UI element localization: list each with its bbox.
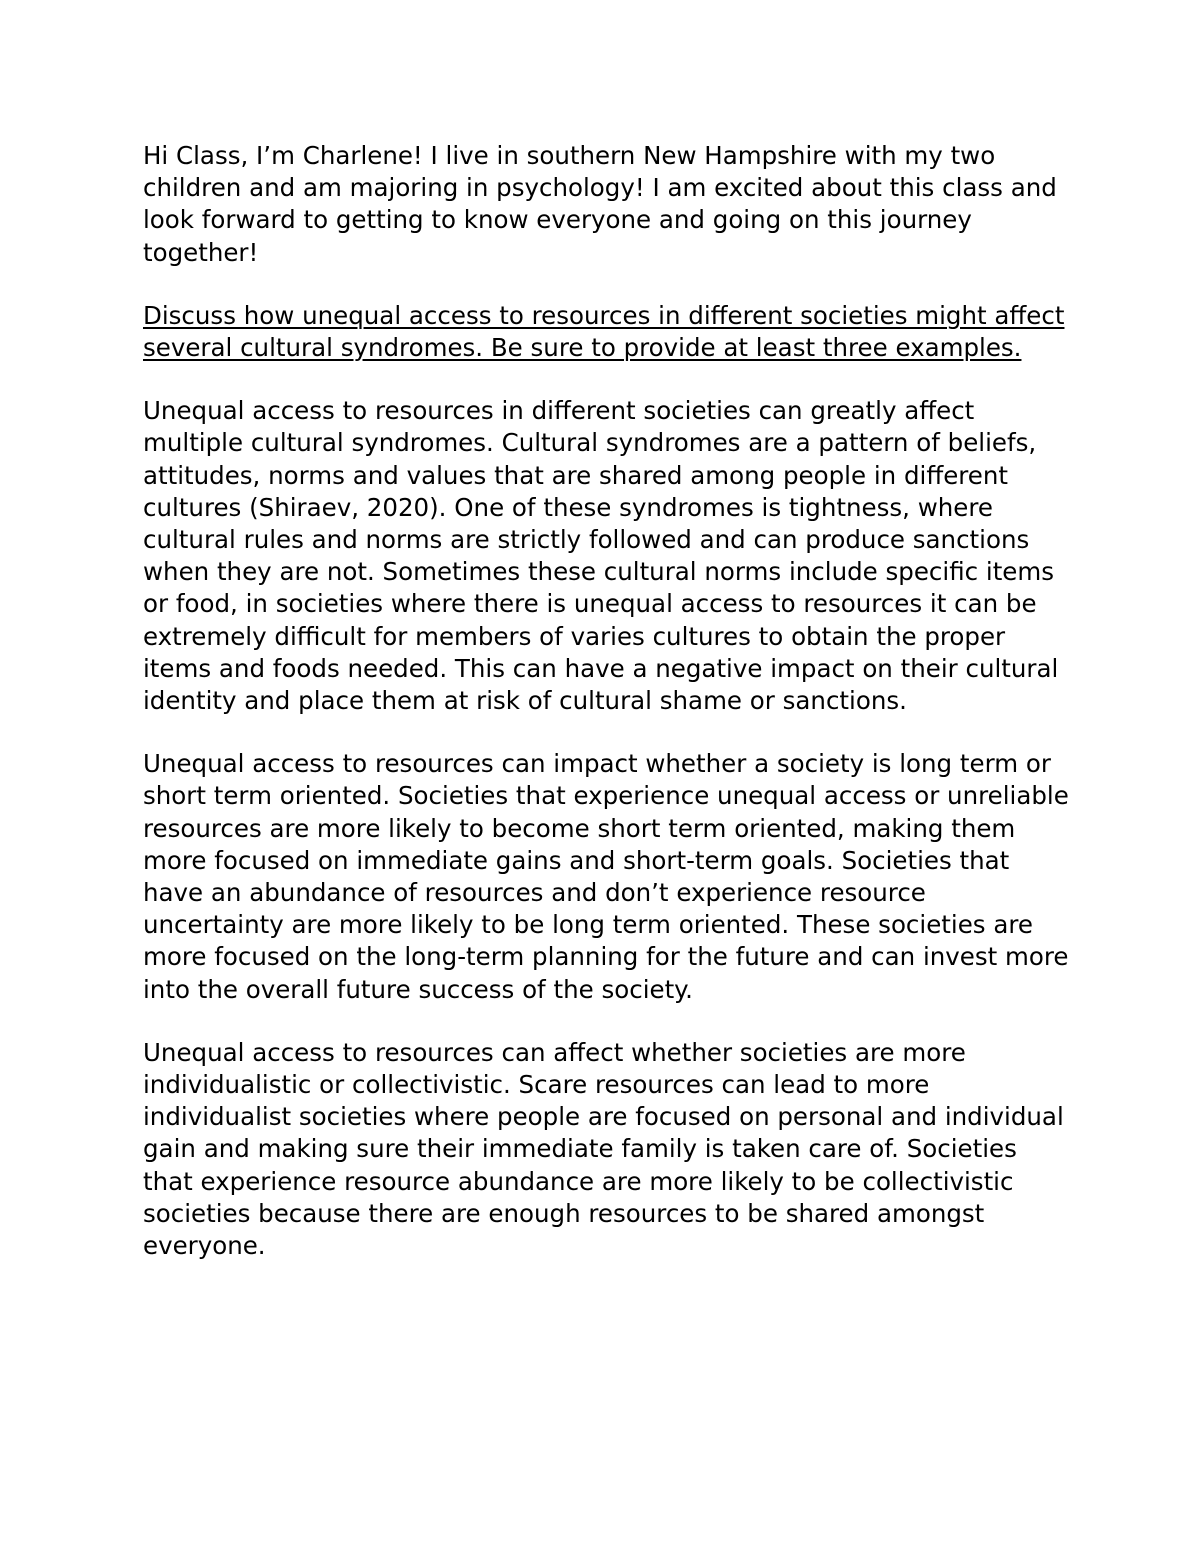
intro-paragraph: Hi Class, I’m Charlene! I live in southern New Hampshire with my two children and am majoring in psychology! I am excited about this class and look forward to getting to know everyone and going on this journey together!: [143, 141, 1057, 267]
body-paragraph-tightness: Unequal access to resources in different societies can greatly affect multiple cultural syndromes. Cultural syndromes are a pattern of beliefs, attitudes, norms and values that are shared among people in different cultures (Shiraev, 2020). One of these syndromes is tightness, where cultural rules and norms are strictly followed and can produce sanctions when they are not. Sometimes these cultural norms include specific items or food, in societies where there is unequal access to resources it can be extremely difficult for members of varies cultures to obtain the proper items and foods needed. This can have a negative impact on their cultural identity and place them at risk of cultural shame or sanctions.: [143, 396, 1059, 716]
body-paragraph-individualism: Unequal access to resources can affect whether societies are more individualistic or collectivistic. Scare resources can lead to more individualist societies where people are focused on personal and individual gain and making sure their immediate family is taken care of. Societies that experience resource abundance are more likely to be collectivistic societies because there are enough resources to be shared amongst everyone.: [143, 1037, 1064, 1261]
discussion-prompt: Discuss how unequal access to resources in different societies might affect several cultural syndromes. Be sure to provide at least three examples.: [143, 300, 1065, 363]
body-paragraph-time-orientation: Unequal access to resources can impact whether a society is long term or short term oriented. Societies that experience unequal access or unreliable resources are more likely to become short term oriented, making them more focused on immediate gains and short-term goals. Societies that have an abundance of resources and don’t experience resource uncertainty are more likely to be long term oriented. These societies are more focused on the long-term planning for the future and can invest more into the overall future success of the society.: [143, 749, 1069, 1004]
document-body: [143, 140, 1073, 1293]
